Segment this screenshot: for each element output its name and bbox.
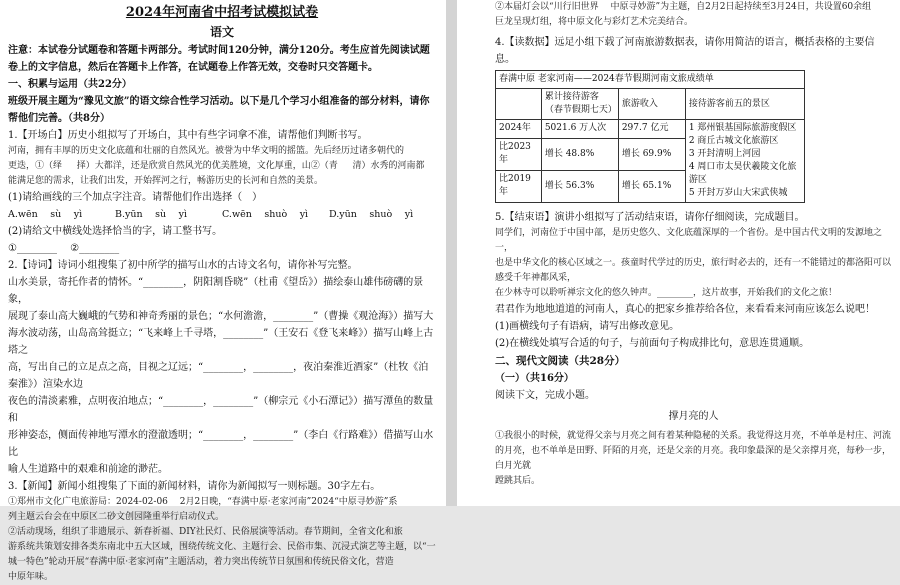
subsection-heading: （一）（共16分） xyxy=(495,373,574,384)
row-label: 比2019年 xyxy=(496,170,542,202)
closing-line: 君君作为地地道道的河南人，真心的把家乡推荐给各位，来看看来河南应该怎么说吧！ xyxy=(495,304,875,315)
table-header xyxy=(496,89,542,120)
story-line: 蹚跳其后。 xyxy=(495,476,541,486)
option-b: B.yūn sù yì xyxy=(115,209,188,220)
question-3: 3.【新闻】新闻小组搜集了下面的新闻材料，请你为新闻拟写一则标题。30字左右。 xyxy=(8,481,381,492)
news-line: 巨龙呈现灯组，将中原文化与彩灯艺术完美结合。 xyxy=(495,17,694,27)
news-line: 游系统共策划安排各类东南北中五大区域，围绕传统文化、主题行会、民俗市集、沉浸式演艺等主题，以“一 xyxy=(8,542,436,552)
revenue-cell: 297.7 亿元 xyxy=(618,120,685,139)
poem-line: 喻人生道路中的艰难和前途的渺茫。 xyxy=(8,464,168,475)
row-label: 比2023年 xyxy=(496,138,542,170)
visitors-cell: 增长 56.3% xyxy=(541,170,618,202)
question-2: 2.【诗词】诗词小组搜集了初中所学的描写山水的古诗文名句，请你补写完整。 xyxy=(8,260,358,271)
news-line: 列主题云台会在中原区二砂文创园隆重举行启动仪式。 xyxy=(8,512,225,522)
question-4: 4.【读数据】远足小组下载了河南旅游数据表，请你用简洁的语言，概括表格的主要信息。 xyxy=(495,37,875,65)
spot-item: 1 郑州银基国际旅游度假区 xyxy=(688,123,797,133)
option-d: D.yūn shuò yì xyxy=(329,209,414,220)
spot-item: 5 开封万岁山大宋武侠城 xyxy=(688,188,788,198)
reading-instruction: 阅读下文，完成小题。 xyxy=(495,390,595,401)
passage-line: 更迭，①（绎 择）大都洋，还是欣赏自然风光的优美胜境，文化厚重，山②（青 清）水秀的河南都 xyxy=(8,161,425,171)
table-caption: 春满中原 老家河南——2024春节假期河南文旅成绩单 xyxy=(496,71,805,89)
question-5-part-2: (2)在横线处填写合适的句子，与前面句子构成排比句，意思连贯通顺。 xyxy=(495,338,810,349)
table-header: 接待游客前五的景区 xyxy=(685,89,804,120)
page-title: 2024年河南省中招考试模拟试卷 xyxy=(125,5,319,20)
poem-line: 展现了泰山高大巍峨的气势和神奇秀丽的景色；“水何澹澹，________”（曹操《观沧海》）描写大 xyxy=(8,311,434,322)
spot-item: 3 开封清明上河园 xyxy=(688,149,761,159)
revenue-cell: 增长 69.9% xyxy=(618,138,685,170)
spot-item: 4 周口市太昊伏羲陵文化旅游区 xyxy=(688,162,797,185)
poem-line: 海水波动荡，山岛高耸挺立；“飞来峰上千寻塔，________”（王安石《登飞来峰》）描写山峰上古塔之 xyxy=(8,328,434,356)
tourism-data-table xyxy=(495,70,805,203)
row-label: 2024年 xyxy=(496,120,542,139)
top-spots-cell xyxy=(685,120,804,203)
answer-blanks: ①________ ②________ xyxy=(8,243,120,254)
table-header: 累计接待游客（春节假期七天） xyxy=(541,89,618,120)
section-heading: 一、积累与运用（共22分） xyxy=(8,79,132,90)
poem-line: 夜色的清淡素雅，点明夜泊地点；“________，________”（柳宗元《小石潭记》）描写潭鱼的数量和 xyxy=(8,396,434,424)
question-1-part-1: (1)请给画线的三个加点字注音。请帮他们作出选择（ ） xyxy=(8,192,263,203)
spot-item: 2 商丘古城文化旅游区 xyxy=(688,136,779,146)
option-c: C.wēn shuò yì xyxy=(222,209,309,220)
question-1-part-2: (2)请给文中横线处选择恰当的字，请工整书写。 xyxy=(8,226,223,237)
news-line: ②活动现场，组织了非遗展示、新春祈福、DIY社民灯、民俗展演等活动。春节期间，全省文化和旅 xyxy=(8,527,403,537)
question-5-part-1: (1)画横线句子有语病，请写出修改意见。 xyxy=(495,321,680,332)
story-line: ①我很小的时候，就觉得父亲与月亮之间有着某种隐秘的关系。我觉得这月亮，不单单是村庄、河流 xyxy=(495,431,892,441)
story-title: 撑月亮的人 xyxy=(668,411,719,422)
news-line: ①郑州市文化广电旅游局：2024-02-06 2月2日晚，“春满中原·老家河南”2024“中原寻妙游”系 xyxy=(8,497,398,507)
poem-line: 形神姿态，侧面传神地写潭水的澄澈透明；“________，________”（李白《行路难》）借描写山水比 xyxy=(8,430,434,458)
closing-line: 在少林寺可以聆听禅宗文化的悠久钟声。________，这片故事，开始我们的文化之旅！ xyxy=(495,288,838,298)
story-line: 的月亮，也不单单是田野、阡陌的月亮，还是父亲的月亮。我印象最深的是父亲撑月亮，每秒一步，白月光就 xyxy=(495,446,892,471)
closing-line: 同学们，河南位于中国中部，是历史悠久、文化底蕴深厚的一个省份。是中国古代文明的发源地之一， xyxy=(495,228,883,253)
poem-line: 高，写出自己的立足点之高，目视之辽远；“________，________，夜泊秦淮近酒家”（杜牧《泊秦淮》）渲染水边 xyxy=(8,362,429,390)
activity-intro: 班级开展主题为“豫见文旅”的语文综合性学习活动。以下是几个学习小组准备的部分材料，请你帮他们完善。（共8分） xyxy=(8,96,430,124)
passage-line: 河南，拥有丰厚的历史文化底蕴和壮丽的自然风光。被誉为中华文明的摇篮。先后经历过诸多朝代的 xyxy=(8,146,405,156)
right-page xyxy=(457,0,900,506)
option-a: A.wēn sù yì xyxy=(8,209,83,220)
poem-line: 山水美景，寄托作者的情怀。“________，阴阳割昏晓”（杜甫《望岳》）描绘泰山雄伟磅礴的景象， xyxy=(8,277,424,305)
visitors-cell: 增长 48.8% xyxy=(541,138,618,170)
visitors-cell: 5021.6 万人次 xyxy=(541,120,618,139)
passage-line: 能满足您的需求，让我们出发，开始挥河之行，畅游历史的长河和自然的美景。 xyxy=(8,176,324,186)
news-line: ②本届灯会以“川行旧世界 中原寻妙游”为主题，自2月2日起持续至3月24日，共设置60余组 xyxy=(495,2,872,12)
table-header: 旅游收入 xyxy=(618,89,685,120)
question-5: 5.【结束语】演讲小组拟写了活动结束语，请你仔细阅读，完成题目。 xyxy=(495,212,805,223)
page-gutter xyxy=(446,0,457,506)
news-line: 中原年味。 xyxy=(8,572,54,582)
news-line: 城一特色”轮动开展“春满中原·老家河南”主题活动，着力突出传统节日氛围和传统民俗文化，营造 xyxy=(8,557,394,567)
revenue-cell: 增长 65.1% xyxy=(618,170,685,202)
answer-options xyxy=(8,206,436,223)
left-page xyxy=(0,0,446,582)
exam-notice: 注意：本试卷分试题卷和答题卡两部分。考试时间120分钟，满分120分。考生应首先阅读试题卷上的文字信息，然后在答题卡上作答，在试题卷上作答无效，交卷时只交答题卡。 xyxy=(8,45,430,73)
subject-heading: 语文 xyxy=(209,25,234,39)
closing-line: 也是中华文化的核心区域之一。孩童时代学过的历史，旅行时必去的，还有一不能错过的都洛阳可以感受千年神都风采， xyxy=(495,258,892,283)
question-1: 1.【开场白】历史小组拟写了开场白，其中有些字词拿不准，请帮他们判断书写。 xyxy=(8,130,368,141)
section-heading: 二、现代文阅读（共28分） xyxy=(495,355,626,367)
